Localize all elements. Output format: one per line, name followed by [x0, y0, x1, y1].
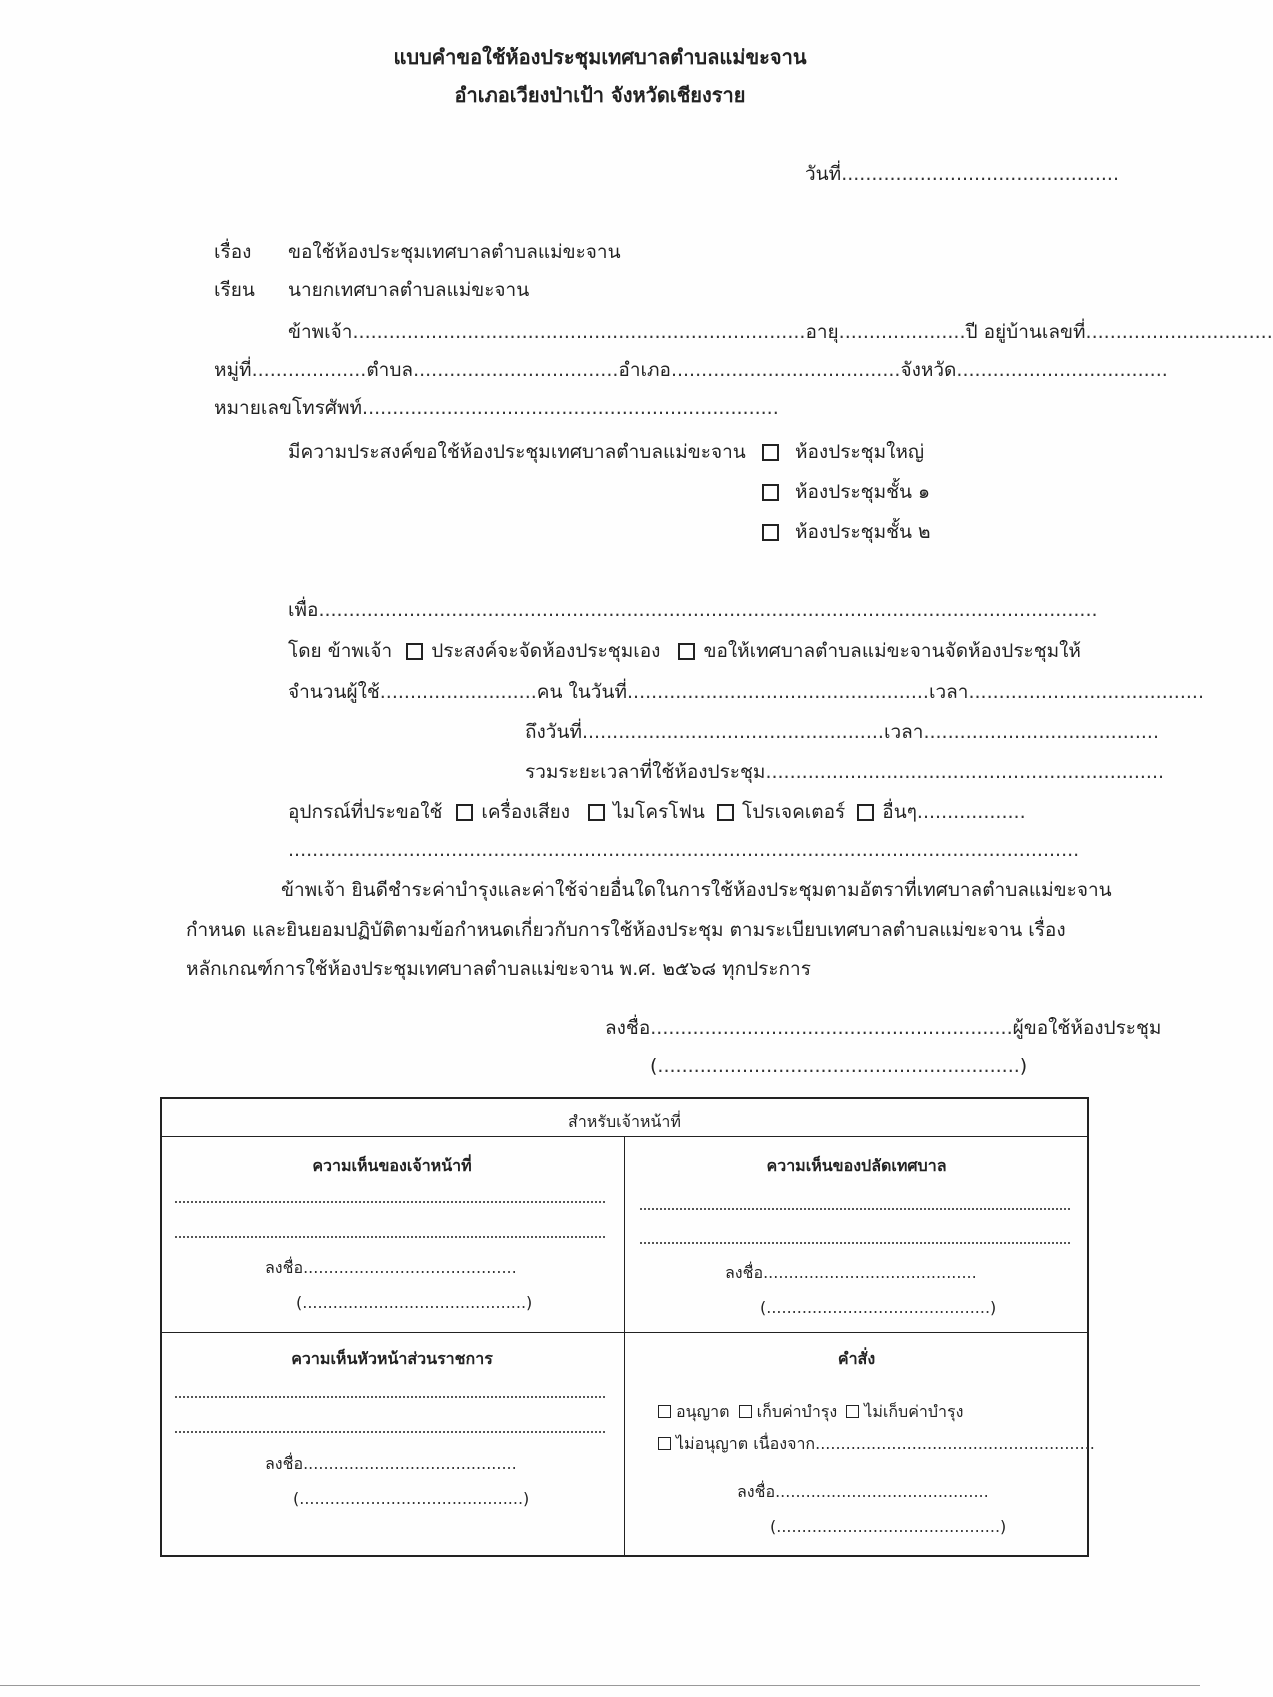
schedule-line-2[interactable]: ถึงวันที่..................................................เวลา.......................................	[525, 721, 1159, 743]
sign-label: ลงชื่อ	[265, 1258, 304, 1277]
checkbox-icon[interactable]	[762, 444, 779, 461]
date-field[interactable]: วันที่..............................................	[805, 163, 1120, 185]
page-edge	[0, 1685, 1200, 1686]
phone-line[interactable]: หมายเลขโทรศัพท์.....................................................................	[214, 397, 779, 419]
subject-text: ขอใช้ห้องประชุมเทศบาลตำบลแม่ขะจาน	[288, 241, 621, 263]
users-label: จำนวนผู้ใช้	[288, 681, 380, 703]
room-request-label: มีความประสงค์ขอใช้ห้องประชุมเทศบาลตำบลแม่ขะจาน	[288, 441, 746, 463]
equipment-label: อุปกรณ์ที่ประขอใช้	[288, 801, 443, 823]
arrangement-label: โดย ข้าพเจ้า	[288, 640, 393, 662]
order-option: เก็บค่าบำรุง	[756, 1402, 838, 1421]
officer-name-paren[interactable]: (............................................)	[296, 1293, 533, 1312]
deputy-opinion-heading: ความเห็นของปลัดเทศบาล	[766, 1156, 947, 1175]
head-opinion-line[interactable]	[175, 1431, 605, 1433]
checkbox-icon[interactable]	[678, 643, 695, 660]
officer-opinion-line[interactable]	[175, 1201, 605, 1203]
equipment-option: อื่นๆ	[882, 801, 917, 823]
sign-label: ลงชื่อ	[737, 1482, 776, 1501]
order-name-paren[interactable]: (............................................)	[770, 1517, 1007, 1536]
moo-label: หมู่ที่	[214, 359, 252, 381]
form-title: แบบคำขอใช้ห้องประชุมเทศบาลตำบลแม่ขะจาน	[393, 45, 807, 69]
amphoe-label: อำเภอ	[618, 359, 671, 381]
house-label: ปี อยู่บ้านเลขที่	[965, 321, 1086, 343]
equipment-option: โปรเจคเตอร์	[741, 801, 846, 823]
equipment-line[interactable]: อุปกรณ์ที่ประขอใช้ เครื่องเสียง ไมโครโฟน โปรเจคเตอร์ อื่นๆ..................	[288, 801, 1026, 823]
room-option-floor-2[interactable]	[762, 520, 931, 544]
deny-option[interactable]: ไม่อนุญาต เนื่องจาก.......................................................	[658, 1434, 1095, 1454]
official-heading: สำหรับเจ้าหน้าที่	[568, 1112, 681, 1131]
deny-label: ไม่อนุญาต เนื่องจาก	[676, 1434, 816, 1453]
signer-role: ผู้ขอใช้ห้องประชุม	[1012, 1017, 1162, 1039]
agreement-line-3: หลักเกณฑ์การใช้ห้องประชุมเทศบาลตำบลแม่ขะจาน พ.ศ. ๒๕๖๘ ทุกประการ	[186, 958, 811, 980]
age-label: อายุ	[805, 321, 839, 343]
purpose-line[interactable]: เพื่อ.................................................................................................................................	[288, 599, 1098, 621]
divider	[160, 1332, 1089, 1333]
checkbox-icon[interactable]	[658, 1405, 671, 1418]
room-option-floor-1[interactable]	[762, 480, 930, 504]
checkbox-icon[interactable]	[857, 804, 874, 821]
province-label: จังหวัด	[900, 359, 957, 381]
order-options[interactable]	[658, 1402, 963, 1422]
to-text: นายกเทศบาลตำบลแม่ขะจาน	[288, 279, 530, 301]
officer-opinion-line[interactable]	[175, 1236, 605, 1238]
duration-label: รวมระยะเวลาที่ใช้ห้องประชุม	[525, 761, 766, 783]
subject-label: เรื่อง	[214, 241, 252, 263]
checkbox-icon[interactable]	[588, 804, 605, 821]
applicant-name-paren[interactable]: (............................................................)	[650, 1055, 1028, 1077]
sign-label: ลงชื่อ	[725, 1263, 764, 1282]
deputy-signature[interactable]: ลงชื่อ..........................................	[725, 1263, 977, 1282]
equipment-option: เครื่องเสียง	[481, 801, 571, 823]
checkbox-icon[interactable]	[739, 1405, 752, 1418]
head-name-paren[interactable]: (............................................)	[293, 1489, 530, 1508]
checkbox-icon[interactable]	[717, 804, 734, 821]
date-label: วันที่	[805, 163, 842, 185]
deputy-name-paren[interactable]: (............................................)	[760, 1298, 997, 1317]
divider	[624, 1136, 625, 1557]
applicant-line-1[interactable]: ข้าพเจ้า...........................................................................อายุ.....................ปี อยู่บ้านเลขที่...............................	[288, 321, 1273, 343]
order-heading: คำสั่ง	[837, 1349, 876, 1368]
arrangement-line[interactable]	[288, 639, 1081, 663]
deputy-opinion-line[interactable]	[640, 1242, 1070, 1244]
checkbox-icon[interactable]	[762, 524, 779, 541]
checkbox-icon[interactable]	[456, 804, 473, 821]
checkbox-icon[interactable]	[846, 1405, 859, 1418]
purpose-label: เพื่อ	[288, 599, 319, 621]
officer-opinion-heading: ความเห็นของเจ้าหน้าที่	[312, 1156, 472, 1175]
head-opinion-heading: ความเห็นหัวหน้าส่วนราชการ	[291, 1349, 493, 1368]
deputy-opinion-line[interactable]	[640, 1208, 1070, 1210]
form-subtitle: อำเภอเวียงป่าเป้า จังหวัดเชียงราย	[454, 83, 746, 107]
option-municipality-label: ขอให้เทศบาลตำบลแม่ขะจานจัดห้องประชุมให้	[703, 640, 1081, 662]
checkbox-icon[interactable]	[762, 484, 779, 501]
officer-signature[interactable]: ลงชื่อ..........................................	[265, 1258, 517, 1277]
equipment-extra-line[interactable]: ...................................................................................................................................	[288, 839, 1080, 861]
option-self-label: ประสงค์จะจัดห้องประชุมเอง	[431, 640, 661, 662]
tambon-label: ตำบล	[366, 359, 414, 381]
order-option: ไม่เก็บค่าบำรุง	[864, 1402, 964, 1421]
room-option-label: ห้องประชุมใหญ่	[795, 441, 925, 463]
to-label: เรียน	[214, 279, 255, 301]
phone-label: หมายเลขโทรศัพท์	[214, 397, 363, 419]
checkbox-icon[interactable]	[658, 1437, 671, 1450]
head-opinion-line[interactable]	[175, 1396, 605, 1398]
schedule-line-1[interactable]: จำนวนผู้ใช้..........................คน ในวันที่..................................................เวลา.......................................	[288, 681, 1204, 703]
agreement-line-1: ข้าพเจ้า ยินดีชำระค่าบำรุงและค่าใช้จ่ายอื่นใดในการใช้ห้องประชุมตามอัตราที่เทศบาลตำบลแม่ขะจาน	[281, 879, 1112, 901]
checkbox-icon[interactable]	[406, 643, 423, 660]
time-label: เวลา	[883, 721, 924, 743]
time-label: เวลา	[928, 681, 969, 703]
equipment-option: ไมโครโฟน	[613, 801, 705, 823]
name-label: ข้าพเจ้า	[288, 321, 353, 343]
sign-label: ลงชื่อ	[265, 1454, 304, 1473]
head-signature[interactable]: ลงชื่อ..........................................	[265, 1454, 517, 1473]
order-option: อนุญาต	[676, 1402, 730, 1421]
address-line[interactable]: หมู่ที่...................ตำบล..................................อำเภอ......................................จังหวัด...................................	[214, 359, 1168, 381]
room-option-large[interactable]	[762, 440, 924, 464]
to-date-label: ถึงวันที่	[525, 721, 582, 743]
order-signature[interactable]: ลงชื่อ..........................................	[737, 1482, 989, 1501]
applicant-signature[interactable]: ลงชื่อ............................................................ผู้ขอใช้ห้องประชุม	[605, 1017, 1162, 1039]
sign-label: ลงชื่อ	[605, 1017, 651, 1039]
room-option-label: ห้องประชุมชั้น ๒	[795, 521, 931, 543]
schedule-line-3[interactable]: รวมระยะเวลาที่ใช้ห้องประชุม..................................................................	[525, 761, 1165, 783]
persons-date-label: คน ในวันที่	[536, 681, 627, 703]
room-option-label: ห้องประชุมชั้น ๑	[795, 481, 931, 503]
agreement-line-2: กำหนด และยินยอมปฏิบัติตามข้อกำหนดเกี่ยวกับการใช้ห้องประชุม ตามระเบียบเทศบาลตำบลแม่ขะจาน เรื่อง	[186, 919, 1066, 941]
